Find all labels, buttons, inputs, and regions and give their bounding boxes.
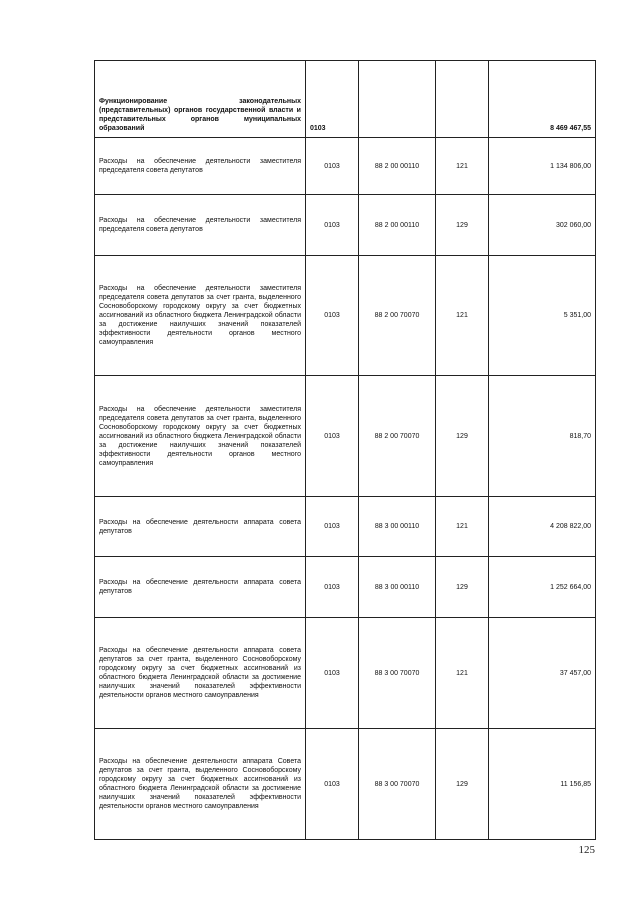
- row-section-code: 0103: [306, 61, 359, 138]
- row-target-code: 88 2 00 70070: [359, 256, 436, 376]
- row-expense-kind: 121: [436, 497, 489, 557]
- budget-table: [94, 60, 596, 840]
- row-amount: 8 469 467,55: [489, 61, 596, 138]
- row-target-code: 88 2 00 70070: [359, 376, 436, 497]
- row-section-code: 0103: [306, 138, 359, 195]
- row-target-code: 88 3 00 00110: [359, 497, 436, 557]
- row-expense-kind: 121: [436, 256, 489, 376]
- row-description: Расходы на обеспечение деятельности заместителя председателя совета депутатов: [95, 138, 306, 195]
- row-section-code: 0103: [306, 618, 359, 729]
- row-amount: 11 156,85: [489, 729, 596, 840]
- row-description: Расходы на обеспечение деятельности заместителя председателя совета депутатов за счет гранта, выделенного Сосновоборскому городскому округу за счет бюджетных ассигнований из областного бюджета Ленинградской области за достижение наилучших значений показателей эффективности деятельности органов местного самоуправления: [95, 256, 306, 376]
- row-target-code: 88 2 00 00110: [359, 138, 436, 195]
- table-row: [95, 376, 596, 497]
- row-section-code: 0103: [306, 729, 359, 840]
- row-section-code: 0103: [306, 557, 359, 618]
- row-expense-kind: 121: [436, 618, 489, 729]
- row-expense-kind: 129: [436, 376, 489, 497]
- table-row: [95, 729, 596, 840]
- row-amount: 37 457,00: [489, 618, 596, 729]
- row-expense-kind: 129: [436, 729, 489, 840]
- row-description: Расходы на обеспечение деятельности аппарата Совета депутатов за счет гранта, выделенного Сосновоборскому городскому округу за счет бюджетных ассигнований из областного бюджета Ленинградской области за достижение наилучших значений показателей эффективности деятельности органов местного самоуправления: [95, 729, 306, 840]
- table-row-header: [95, 61, 596, 138]
- row-amount: 818,70: [489, 376, 596, 497]
- page-number: 125: [578, 844, 595, 856]
- row-amount: 5 351,00: [489, 256, 596, 376]
- row-section-code: 0103: [306, 376, 359, 497]
- row-description: Расходы на обеспечение деятельности аппарата совета депутатов за счет гранта, выделенного Сосновоборскому городскому округу за счет бюджетных ассигнований из областного бюджета Ленинградской области за достижение наилучших значений показателей эффективности деятельности органов местного самоуправления: [95, 618, 306, 729]
- row-section-code: 0103: [306, 256, 359, 376]
- row-section-code: 0103: [306, 195, 359, 256]
- table-row: [95, 497, 596, 557]
- row-amount: 302 060,00: [489, 195, 596, 256]
- row-description: Расходы на обеспечение деятельности аппарата совета депутатов: [95, 557, 306, 618]
- table-row: [95, 138, 596, 195]
- row-description: Функционирование законодательных (представительных) органов государственной власти и представительных органов муниципальных образований: [95, 61, 306, 138]
- table-row: [95, 557, 596, 618]
- row-expense-kind: [436, 61, 489, 138]
- row-description: Расходы на обеспечение деятельности аппарата совета депутатов: [95, 497, 306, 557]
- row-description: Расходы на обеспечение деятельности заместителя председателя совета депутатов: [95, 195, 306, 256]
- table-row: [95, 618, 596, 729]
- row-target-code: 88 3 00 70070: [359, 729, 436, 840]
- row-target-code: 88 3 00 00110: [359, 557, 436, 618]
- row-section-code: 0103: [306, 497, 359, 557]
- table-row: [95, 195, 596, 256]
- row-expense-kind: 129: [436, 557, 489, 618]
- row-target-code: 88 2 00 00110: [359, 195, 436, 256]
- table-row: [95, 256, 596, 376]
- row-expense-kind: 129: [436, 195, 489, 256]
- row-target-code: 88 3 00 70070: [359, 618, 436, 729]
- row-description: Расходы на обеспечение деятельности заместителя председателя совета депутатов за счет гранта, выделенного Сосновоборскому городскому округу за счет бюджетных ассигнований из областного бюджета Ленинградской области за достижение наилучших значений показателей эффективности деятельности органов местного самоуправления: [95, 376, 306, 497]
- row-expense-kind: 121: [436, 138, 489, 195]
- row-amount: 1 134 806,00: [489, 138, 596, 195]
- row-amount: 1 252 664,00: [489, 557, 596, 618]
- row-target-code: [359, 61, 436, 138]
- row-amount: 4 208 822,00: [489, 497, 596, 557]
